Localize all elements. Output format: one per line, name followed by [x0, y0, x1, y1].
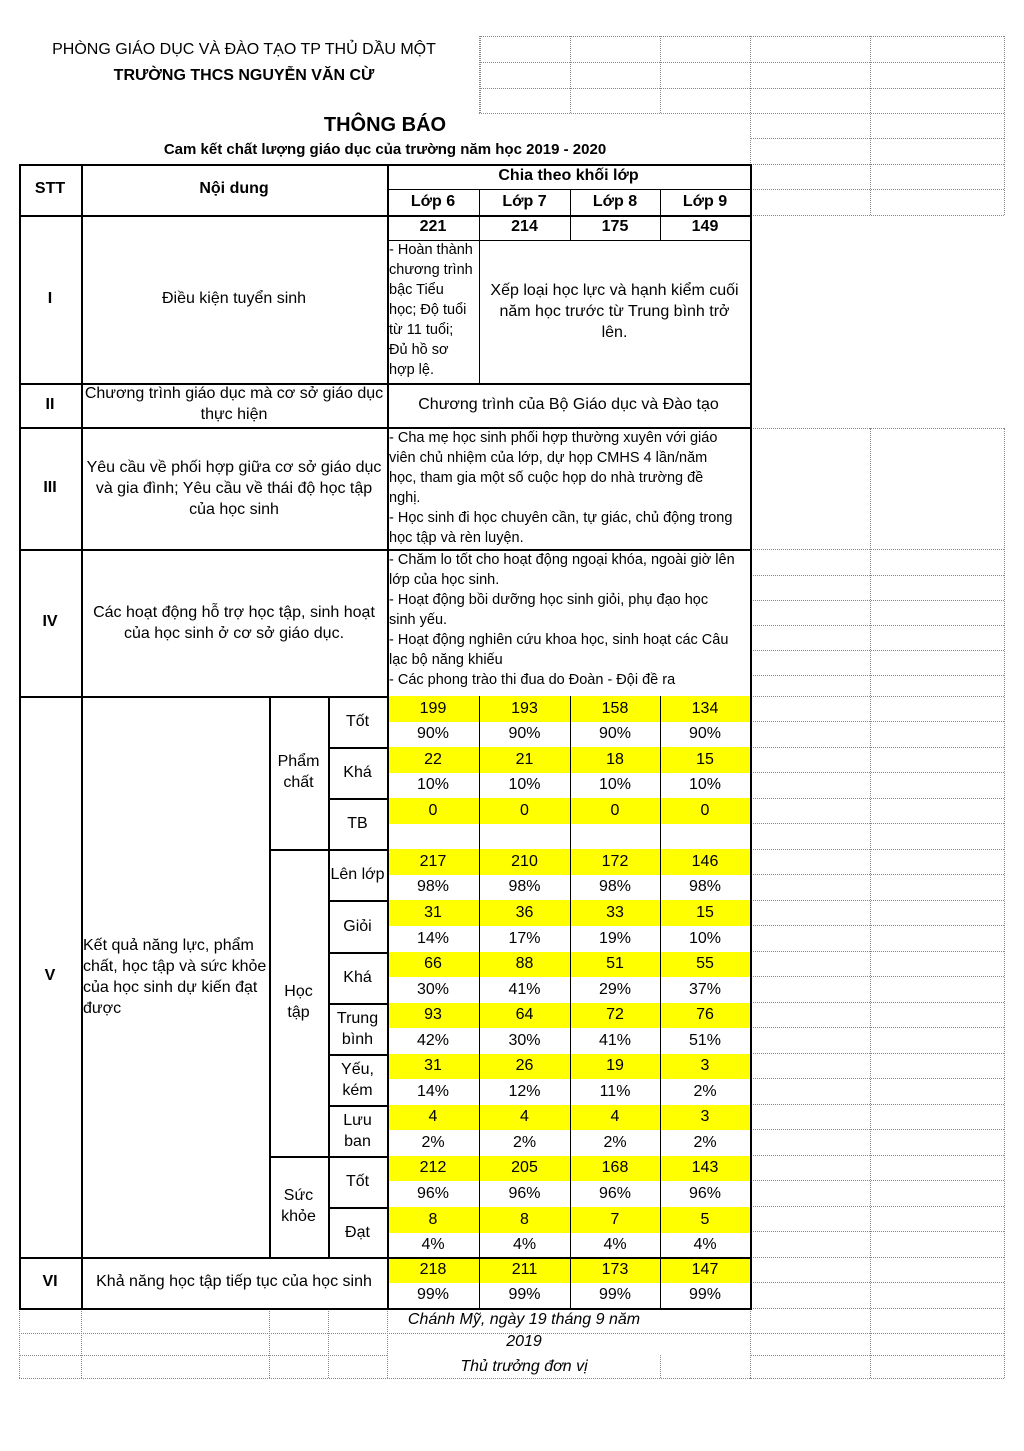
student-count: 205 — [479, 1156, 570, 1181]
grid-line — [750, 798, 1004, 799]
student-percent: 41% — [598, 1031, 632, 1049]
text-line: - Cha mẹ học sinh phối hợp thường xuyên với giáo — [389, 430, 718, 446]
grid-line — [750, 1053, 1004, 1054]
student-percent: 19% — [598, 929, 632, 947]
table-border-v — [479, 952, 480, 1004]
place-date: Chánh Mỹ, ngày 19 tháng 9 năm 2019 — [407, 1311, 641, 1350]
grade6-admission-conditions — [387, 240, 479, 383]
result-row-label: Khá — [343, 764, 372, 781]
section-number: IV — [42, 613, 58, 631]
student-percent: 11% — [599, 1082, 631, 1100]
table-border-v — [387, 696, 389, 1310]
grid-line — [480, 36, 481, 113]
table-border-v — [660, 849, 661, 901]
student-count: 218 — [387, 1257, 479, 1283]
student-count: 51 — [570, 952, 660, 977]
table-border-v — [660, 1257, 661, 1309]
col-header-grade: Lớp 7 — [502, 192, 547, 210]
table-border-v — [570, 1105, 571, 1157]
student-count: 0 — [660, 798, 750, 824]
student-percent: 2% — [693, 1133, 717, 1151]
table-border-v — [660, 1207, 661, 1259]
table-border-v — [570, 1054, 571, 1106]
table-border-v — [479, 798, 480, 850]
grid-line — [750, 1257, 1004, 1258]
program-value: Chương trình của Bộ Giáo dục và Đào tạo — [418, 395, 719, 413]
grid-line — [750, 625, 1004, 626]
table-border-v — [660, 1105, 661, 1157]
section-number: III — [43, 478, 57, 496]
grid-line — [750, 1155, 1004, 1156]
text-line: lớp của học sinh. — [389, 572, 500, 588]
student-percent: 96% — [688, 1184, 722, 1202]
student-percent: 2% — [603, 1133, 627, 1151]
student-count: 3 — [660, 1054, 750, 1079]
grid-line — [750, 215, 1004, 216]
grid-line — [750, 675, 1004, 676]
grid-line — [479, 88, 1004, 89]
student-count: 31 — [387, 1054, 479, 1079]
student-percent: 42% — [416, 1031, 450, 1049]
student-percent: 90% — [688, 725, 722, 743]
text-line: viên chủ nhiệm của lớp, dự họp CMHS 4 lần/năm — [389, 450, 708, 466]
result-group-label: Học tập — [284, 982, 313, 1021]
student-percent: 96% — [598, 1184, 632, 1202]
table-border-v — [479, 1105, 480, 1157]
table-border-v — [479, 1054, 480, 1106]
student-percent: 98% — [508, 878, 541, 896]
student-percent: 96% — [416, 1184, 450, 1202]
student-count: 0 — [387, 798, 479, 824]
grid-line — [750, 1129, 1004, 1130]
notice-title: THÔNG BÁO — [323, 113, 447, 136]
table-border-v — [660, 1054, 661, 1106]
grid-line — [750, 164, 1004, 165]
student-count: 19 — [570, 1054, 660, 1079]
student-percent — [387, 824, 479, 849]
section-label: Điều kiện tuyển sinh — [161, 289, 307, 307]
grid-line — [1004, 36, 1005, 215]
grid-line — [750, 976, 1004, 977]
student-count: 210 — [479, 849, 570, 875]
table-border-v — [479, 1257, 480, 1309]
student-count: 93 — [387, 1003, 479, 1028]
text-line: học tập và rèn luyện. — [389, 530, 524, 546]
student-percent: 99% — [508, 1286, 541, 1304]
table-border-v — [570, 849, 571, 901]
student-percent — [479, 824, 570, 849]
enrollment-count: 149 — [691, 218, 719, 236]
student-percent: 2% — [421, 1133, 445, 1151]
student-count: 8 — [479, 1207, 570, 1233]
grid-line — [750, 772, 1004, 773]
section-number: VI — [42, 1273, 58, 1291]
student-count: 168 — [570, 1156, 660, 1181]
school-name: TRƯỜNG THCS NGUYỄN VĂN CỪ — [113, 67, 375, 84]
grid-line — [19, 1355, 387, 1356]
table-border-v — [570, 1156, 571, 1208]
student-percent: 30% — [416, 980, 450, 998]
student-percent: 90% — [508, 725, 541, 743]
student-count: 212 — [387, 1156, 479, 1181]
grid-line — [570, 36, 571, 113]
student-percent: 17% — [508, 929, 541, 947]
student-percent: 96% — [508, 1184, 541, 1202]
student-percent — [660, 824, 750, 849]
student-count: 4 — [570, 1105, 660, 1130]
text-line: chương trình — [389, 262, 473, 278]
grid-line — [750, 138, 1004, 139]
student-count: 64 — [479, 1003, 570, 1028]
table-border-v — [660, 952, 661, 1004]
grid-line — [750, 1104, 1004, 1105]
grid-line — [750, 849, 1004, 850]
result-row-label: Tốt — [345, 713, 370, 730]
table-border-v — [660, 1156, 661, 1208]
grid-line — [750, 650, 1004, 651]
enrollment-count: 214 — [511, 218, 538, 236]
student-percent: 98% — [598, 878, 632, 896]
grid-line — [750, 1308, 1004, 1309]
result-row-label: Giỏi — [343, 917, 372, 935]
student-count: 0 — [479, 798, 570, 824]
grid-line — [750, 925, 1004, 926]
student-count: 211 — [479, 1257, 570, 1283]
student-percent: 51% — [688, 1031, 722, 1049]
student-count: 26 — [479, 1054, 570, 1079]
student-count: 36 — [479, 900, 570, 926]
student-count: 55 — [660, 952, 750, 977]
table-border-v — [570, 900, 571, 953]
grid-line — [750, 874, 1004, 875]
result-row-label: Lưu ban — [343, 1111, 372, 1150]
grid-line — [750, 721, 1004, 722]
section-label: Khả năng học tập tiếp tục của học sinh — [96, 1273, 372, 1291]
table-border-v — [570, 1207, 571, 1259]
student-percent: 37% — [688, 980, 722, 998]
student-percent: 90% — [598, 725, 632, 743]
student-count: 146 — [660, 849, 750, 875]
enrollment-count: 221 — [419, 218, 447, 236]
student-count: 217 — [387, 849, 479, 875]
table-border-v — [479, 900, 480, 953]
student-count: 15 — [660, 900, 750, 926]
table-border-v — [750, 696, 752, 1310]
grid-line — [750, 1002, 1004, 1003]
grid-line — [750, 1308, 751, 1378]
student-percent: 14% — [416, 1082, 450, 1100]
student-count: 8 — [387, 1207, 479, 1233]
grid-line — [750, 1355, 1004, 1356]
student-count: 15 — [660, 747, 750, 773]
grid-line — [1004, 428, 1005, 1378]
grid-line — [750, 1282, 1004, 1283]
text-line: - Học sinh đi học chuyên cần, tự giác, chủ động trong — [389, 510, 733, 526]
student-percent: 4% — [421, 1236, 445, 1254]
section-number: I — [47, 289, 53, 307]
student-percent: 10% — [598, 776, 632, 794]
student-percent: 2% — [512, 1133, 537, 1151]
student-percent: 2% — [693, 1082, 717, 1100]
grid-line — [750, 696, 1004, 697]
table-border-v — [570, 747, 571, 799]
student-percent: 99% — [598, 1286, 632, 1304]
table-border-v — [570, 1257, 571, 1309]
table-border-v — [479, 849, 480, 901]
student-count: 173 — [570, 1257, 660, 1283]
student-count: 72 — [570, 1003, 660, 1028]
section-label: Các hoạt động hỗ trợ học tập, sinh hoạt của học sinh ở cơ sở giáo dục. — [93, 603, 375, 642]
text-line: - Hoạt động bồi dưỡng học sinh giỏi, phụ đạo học — [389, 592, 709, 608]
text-line: hợp lệ. — [389, 362, 434, 378]
student-percent: 98% — [416, 878, 450, 896]
student-count: 3 — [660, 1105, 750, 1130]
grid-line — [750, 747, 1004, 748]
table-border-v — [660, 696, 661, 748]
grid-line — [750, 1333, 1004, 1334]
grid-line — [750, 428, 1004, 429]
table-border-v — [479, 1207, 480, 1259]
grid-line — [750, 1231, 1004, 1232]
grid-line — [750, 900, 1004, 901]
student-percent: 30% — [508, 1031, 541, 1049]
grid-line — [328, 1308, 329, 1378]
student-count: 21 — [479, 747, 570, 773]
grid-line — [19, 1378, 1004, 1379]
student-count: 0 — [570, 798, 660, 824]
table-border-v — [660, 798, 661, 850]
text-line: - Chăm lo tốt cho hoạt động ngoại khóa, ngoài giờ lên — [389, 552, 735, 568]
text-line: Đủ hồ sơ — [389, 342, 449, 358]
student-count: 88 — [479, 952, 570, 977]
table-border-v — [479, 696, 480, 748]
table-border-v — [660, 1003, 661, 1055]
grid-line — [750, 575, 1004, 576]
student-percent: 98% — [688, 878, 722, 896]
grid-line — [81, 1308, 82, 1378]
text-line: - Hoạt động nghiên cứu khoa học, sinh hoạt các Câu — [389, 632, 729, 648]
student-percent: 4% — [512, 1236, 537, 1254]
grid-line — [750, 823, 1004, 824]
table-border-v — [479, 747, 480, 799]
student-count: 76 — [660, 1003, 750, 1028]
student-percent: 12% — [508, 1082, 541, 1100]
section-label: Chương trình giáo dục mà cơ sở giáo dục thực hiện — [84, 385, 384, 423]
grid-line — [660, 1355, 661, 1378]
section-number: II — [45, 395, 55, 413]
student-count: 134 — [660, 696, 750, 722]
grid-line — [479, 113, 1004, 114]
grid-line — [479, 62, 1004, 63]
text-line: học, tham gia một số cuộc họp do nhà trường đề — [389, 470, 704, 486]
student-percent: 10% — [508, 776, 541, 794]
result-row-label: Khá — [343, 969, 372, 986]
text-line: học; Độ tuổi — [389, 302, 467, 318]
table-border-v — [479, 1003, 480, 1055]
student-count: 143 — [660, 1156, 750, 1181]
student-percent: 29% — [598, 980, 632, 998]
col-header-grade: Lớp 6 — [410, 192, 456, 210]
section-label: Yêu cầu về phối hợp giữa cơ sở giáo dục và gia đình; Yêu cầu về thái độ học tập của học sinh — [86, 458, 382, 518]
section-label: Kết quả năng lực, phẩm chất, học tập và sức khỏe của học sinh dự kiến đạt được — [83, 936, 267, 1017]
section-description — [387, 427, 750, 549]
student-percent: 90% — [416, 725, 450, 743]
student-count: 4 — [387, 1105, 479, 1130]
student-count: 172 — [570, 849, 660, 875]
table-border-h — [19, 1257, 752, 1259]
student-count: 31 — [387, 900, 479, 926]
text-line: từ 11 tuổi; — [389, 322, 454, 338]
student-percent: 4% — [603, 1236, 627, 1254]
grid-line — [660, 36, 661, 113]
result-row-label: Trung bình — [336, 1009, 379, 1048]
table-border-v — [570, 952, 571, 1004]
grid-line — [19, 1308, 20, 1378]
student-percent: 10% — [416, 776, 450, 794]
signer-title: Thủ trưởng đơn vị — [460, 1358, 588, 1375]
department-name: PHÒNG GIÁO DỤC VÀ ĐÀO TẠO TP THỦ DẦU MỘT — [52, 41, 436, 58]
result-row-label: TB — [347, 815, 368, 832]
student-count: 4 — [479, 1105, 570, 1130]
result-group-label: Phẩm chất — [277, 752, 320, 791]
grid-line — [750, 1180, 1004, 1181]
grid-line — [269, 1308, 270, 1378]
text-line: - Hoàn thành — [389, 242, 473, 258]
student-percent: 41% — [508, 980, 541, 998]
student-count: 147 — [660, 1257, 750, 1283]
student-count: 7 — [570, 1207, 660, 1233]
student-percent: 99% — [416, 1286, 450, 1304]
student-count: 199 — [387, 696, 479, 722]
student-count: 5 — [660, 1207, 750, 1233]
student-count: 22 — [387, 747, 479, 773]
student-count: 18 — [570, 747, 660, 773]
table-border-v — [479, 1156, 480, 1208]
student-count: 158 — [570, 696, 660, 722]
table-border-v — [570, 1003, 571, 1055]
col-header-grade: Lớp 8 — [592, 192, 638, 210]
result-row-label: Yếu, kém — [341, 1060, 374, 1099]
student-percent: 99% — [688, 1286, 722, 1304]
grid-line — [479, 36, 1004, 37]
student-percent: 10% — [688, 776, 722, 794]
student-count: 33 — [570, 900, 660, 926]
student-percent: 10% — [688, 929, 722, 947]
col-header-stt: STT — [34, 180, 66, 198]
table-border-v — [570, 696, 571, 748]
table-border-v — [660, 747, 661, 799]
text-line: lạc bộ năng khiếu — [389, 652, 503, 668]
col-header-content: Nội dung — [199, 180, 269, 198]
table-border-v — [660, 900, 661, 953]
grid-line — [750, 549, 1004, 550]
text-line: nghị. — [389, 490, 421, 506]
notice-subtitle: Cam kết chất lượng giáo dục của trường năm học 2019 - 2020 — [163, 140, 607, 158]
enrollment-count: 175 — [601, 218, 629, 236]
grid-line — [750, 600, 1004, 601]
grid-line — [750, 1078, 1004, 1079]
student-count: 193 — [479, 696, 570, 722]
col-header-grade-group: Chia theo khối lớp — [498, 167, 639, 185]
student-percent: 4% — [693, 1236, 717, 1254]
student-percent: 14% — [416, 929, 450, 947]
col-header-grade: Lớp 9 — [682, 192, 728, 210]
text-line: sinh yếu. — [389, 612, 448, 628]
student-count: 66 — [387, 952, 479, 977]
grid-line — [750, 1027, 1004, 1028]
result-row-label: Lên lớp — [330, 866, 385, 883]
grid-line — [750, 951, 1004, 952]
result-row-label: Đạt — [345, 1224, 370, 1241]
section-number: V — [44, 967, 56, 985]
student-percent — [570, 824, 660, 849]
grid-line — [870, 428, 871, 1378]
table-border-v — [570, 798, 571, 850]
admission-conditions-others: Xếp loại học lực và hạnh kiểm cuối năm học trước từ Trung bình trở lên. — [490, 282, 739, 341]
section-description — [387, 549, 750, 696]
text-line: bậc Tiểu — [389, 282, 444, 298]
grid-line — [750, 189, 1004, 190]
text-line: - Các phong trào thi đua do Đoàn - Đội đề ra — [389, 672, 676, 688]
result-group-label: Sức khỏe — [281, 1187, 316, 1225]
grid-line — [750, 1206, 1004, 1207]
result-row-label: Tốt — [345, 1173, 370, 1190]
